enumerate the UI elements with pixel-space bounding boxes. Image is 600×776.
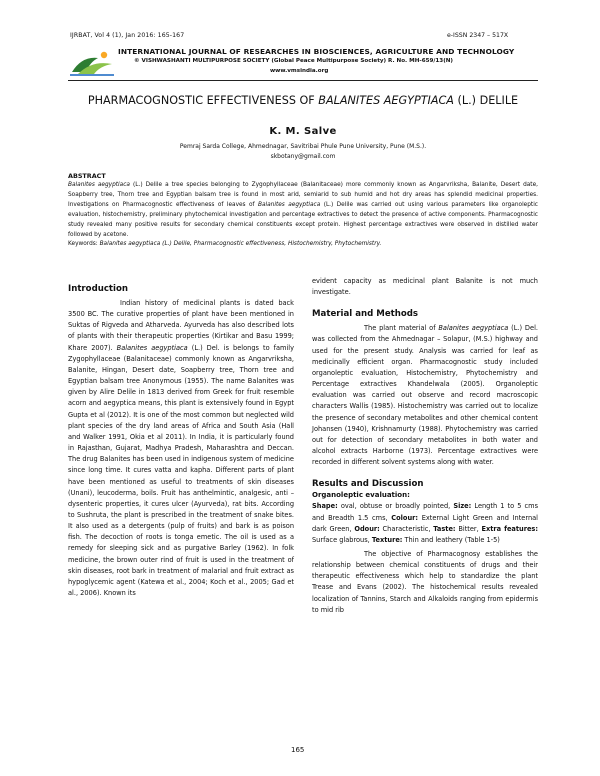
texture-label: Texture: [371,535,403,544]
keywords-list: (L.) Delile, Pharmacognostic effectiveness, Histochemistry, Phytochemistry. [160,241,382,248]
page-number: 165 [291,746,305,754]
journal-citation: IJRBAT, Vol 4 (1), Jan 2016: 165-167 [70,32,185,39]
intro-text-1: Indian history of medicinal plants is dated back 3500 BC. The curative properties of plant have been mentioned in Suktas of Rigveda and Atharveda. Ayurveda has also described lots of plants with their therapeutic properties (Kirtikar and Basu 1999; Khare 2007). [68,299,294,352]
abstract-body-2: (L.) Delile was carried out using various parameters like organoleptic evaluation, histochemistry, preliminary phytochemical investigation and percentage extractives to detect the presence of active components. Pharmacognostic study revealed many positive results for secondary chemical constituents except protein. Highest percentage extractives were observed in distilled water followed by acetone. [68,201,538,238]
colour-value: External Light Green and Internal dark Green, [312,513,538,533]
shape-label: Shape: [312,502,338,511]
introduction-paragraph [68,298,294,599]
size-value: Length 1 to 5 cms and Breadth 1.5 cms, [312,502,538,522]
taste-value: Bitter, [455,524,482,533]
affiliation-institution: Pemraj Sarda College, Ahmednagar, Savitribai Phule Pune University, Pune (M.S.). [179,143,427,150]
methods-text-2: (L.) Del. was collected from the Ahmednagar – Solapur, (M.S.) highway and used for the present study. Analysis was carried for leaf as medicinally efficient organ. Pharmacognostic study included organoleptic evaluation, Histochemistry, Phytochemistry and Percentage extractives Khandelwala (2005). Organoleptic evaluation was carried out observe and record macroscopic characters Wallis (1985). Histochemistry was carried out to localize the presence of secondary metabolites and other chemical content Johansen (1940), Krishnamurty (1988). Phytochemistry was carried out for detection of secondary metabolites in both water and alcohol extracts Harborne (1973). Percentage extractives were recorded in different solvent systems along with water. [312,324,538,467]
abstract-heading: ABSTRACT [68,172,106,180]
methods-paragraph [312,323,538,468]
journal-logo-icon [68,48,116,78]
issn: e-ISSN 2347 – 517X [447,32,509,39]
abstract-species-2: Balanites aegyptiaca [257,201,321,208]
texture-value: Thin and leathery (Table 1-5) [402,535,500,544]
introduction-heading: Introduction [68,284,129,294]
results-paragraph: The objective of Pharmacognosy establishes the relationship between chemical constituents of drugs and their therapeutic effectiveness which help to standardize the plant Trease and Evans (2002). The histochemical results revealed localization of Tannins, Starch and Alkaloids ranging from epidermis to mid rib [312,549,538,614]
abstract-body-1: (L.) Delile a tree species belonging to Zygophyllaceae (Balanitaceae) more commonly known as Angarvriksha, Balanite, Desert date, Soapberry tree, Thorn tree and Egyptian balsam tree is found in most arid, semiarid to sub humid and hot dry areas has splendid medicinal properties. Investigations on Pharmacognostic effectiveness of leaves of [68,182,538,208]
methods-heading: Material and Methods [312,309,419,320]
taste-label: Taste: [433,524,456,533]
affiliation [68,142,538,162]
abstract-text [68,181,538,250]
title-suffix: (L.) DELILE [457,94,519,107]
publisher: © VISHWASHANTI MULTIPURPOSE SOCIETY (Global Peace Multipurpose Society) R. No. MH-659/13(N) [134,58,453,64]
odour-value: Characteristic, [379,524,434,533]
article-title [68,93,538,109]
journal-name: INTERNATIONAL JOURNAL OF RESEARCHES IN BIOSCIENCES, AGRICULTURE AND TECHNOLOGY [118,47,515,56]
intro-species: Balanites aegyptiaca [116,343,188,352]
intro-text-2: (L.) Del. is belongs to family Zygophyllaceae (Balanitaceae) commonly known as Angarvriksha, Balanite, Hingan, Desert date, Soapberry tree, Thorn tree and Egyptian balsam tree Anonymous (1955). The name Balanites was given by Alire Delile in 1813 derived from Greek for fruit resemble acorn and aegyptica means, this plant is extensively found in Egypt Gupta et al (2012). It is one of the most common but neglected wild plant species of the dry land areas of Africa and South Asia (Hall and Walker 1991, Okia et al 2011). In India, it is particularly found in Rajasthan, Gujarat, Madhya Pradesh, Maharashtra and Deccan. The drug Balanites has been used in indigenous system of medicine since long time. It cures vatta and kapha. Different parts of plant have been mentioned as useful to treatments of skin diseases (Unani), leucoderma, boils. Fruit has anthelmintic, analgesic, anti – dysenteric properties, it cures ulcer (Ayurveda), rat bits. According to Sushruta, the plant is prescribed in the treatment of snake bites. It also used as a detergents (pulp of fruits) and bark is as poison fish. The decoction of roots is tonga emetic. The oil is used as a remedy for sleeping sick and as purgative Barley (1962). In folk medicine, the brown outer rind of fruit is used in the treatment of skin diseases, root bark in treatment of malarial and fruit extract as hypoglycemic agent (Katewa et al., 2004; Koch et al., 2005; Gad et al., 2006). Known its [68,343,294,598]
colour-label: Colour: [391,513,419,522]
size-label: Size: [453,502,472,511]
journal-website-link[interactable]: www.vmsindia.org [270,68,329,74]
extra-features-value: Surface glabrous, [312,535,372,544]
organoleptic-paragraph [312,501,538,546]
extra-features-label: Extra features: [481,524,538,533]
odour-label: Odour: [354,524,380,533]
shape-value: oval, obtuse or broadly pointed, [337,502,454,511]
title-prefix: PHARMACOGNOSTIC EFFECTIVENESS OF [87,94,315,107]
header-divider [68,80,538,81]
organoleptic-subheading: Organoleptic evaluation: [312,491,410,500]
keywords-label: Keywords: [68,241,100,248]
left-column [68,283,294,599]
title-species: BALANITES AEGYPTIACA [318,94,454,107]
abstract-species: Balanites aegyptiaca [68,182,130,188]
right-column [312,276,538,616]
results-heading: Results and Discussion [312,479,424,490]
keywords-species: Balanites aegyptiaca [99,241,161,248]
introduction-continued: evident capacity as medicinal plant Balanite is not much investigate. [312,277,538,297]
methods-text-1: The plant material of [364,324,439,333]
author-name: K. M. Salve [269,126,337,137]
methods-species: Balanites aegyptiaca [438,324,509,333]
author-email[interactable]: skbotany@gmail.com [270,153,336,160]
